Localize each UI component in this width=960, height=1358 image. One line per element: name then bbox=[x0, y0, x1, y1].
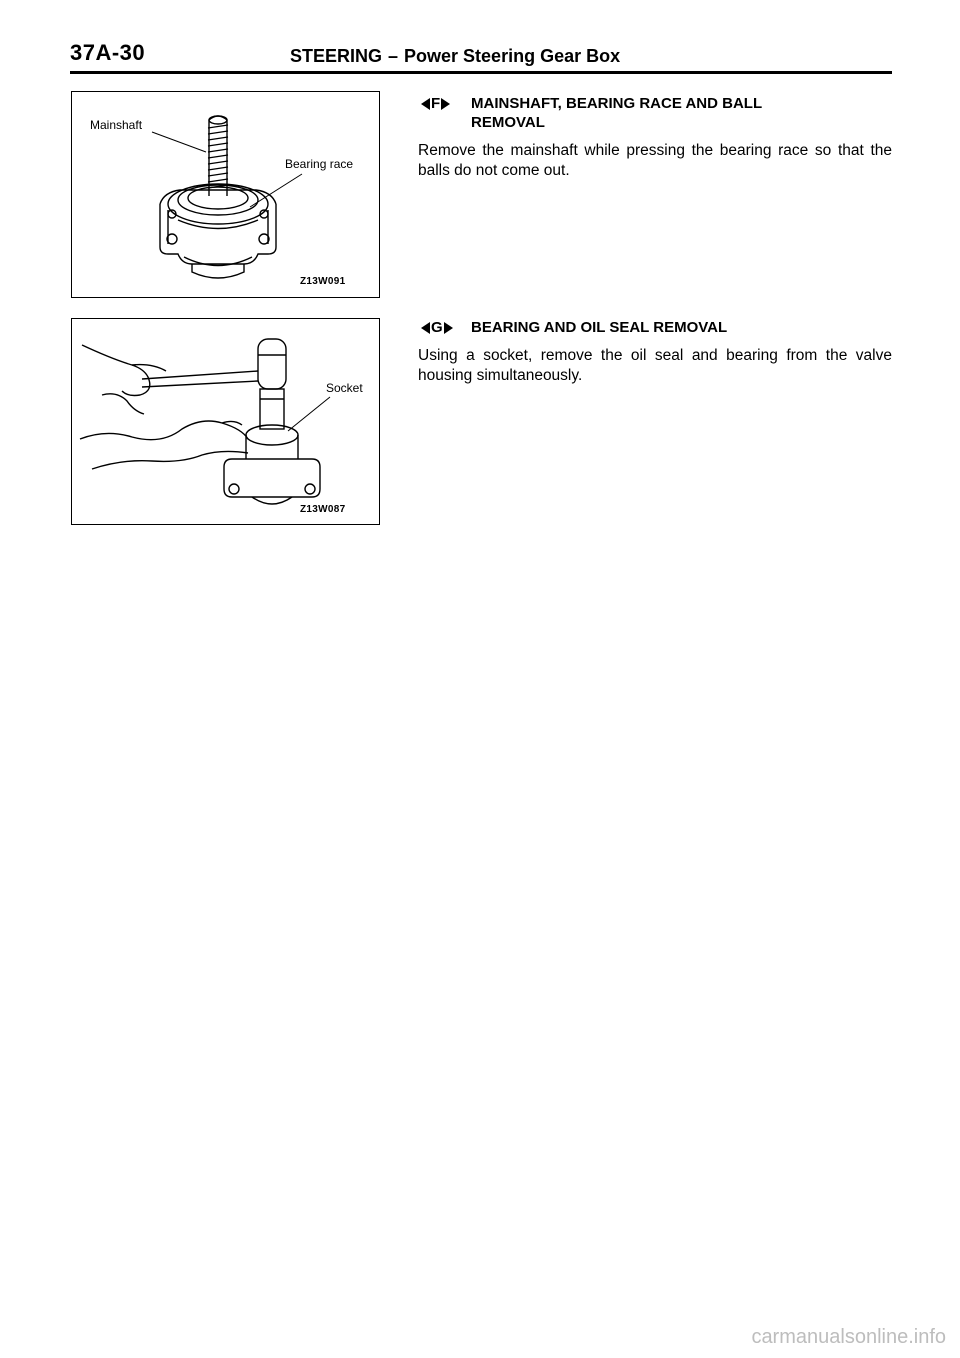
figure-mainshaft bbox=[71, 91, 380, 298]
heading-line-2: REMOVAL bbox=[471, 114, 545, 131]
section-title bbox=[290, 46, 620, 67]
page-number: 37A-30 bbox=[70, 40, 146, 65]
page-header bbox=[70, 40, 892, 72]
heading-line-1: MAINSHAFT, BEARING RACE AND BALL bbox=[471, 95, 763, 112]
reference-marker-icon: G bbox=[421, 318, 453, 337]
label-mainshaft: Mainshaft bbox=[90, 118, 143, 132]
section-body: Remove the mainshaft while pressing the bearing race so that the balls do not come out. bbox=[418, 142, 892, 179]
footer-watermark: carmanualsonline.info bbox=[751, 1326, 946, 1348]
heading-line-1: BEARING AND OIL SEAL REMOVAL bbox=[471, 319, 728, 336]
subsection-name: Power Steering Gear Box bbox=[404, 46, 621, 66]
section-heading bbox=[418, 318, 892, 337]
reference-marker-icon: F bbox=[421, 94, 450, 113]
figure-socket bbox=[71, 318, 380, 525]
header-rule bbox=[70, 71, 892, 74]
figure-code: Z13W091 bbox=[300, 276, 346, 287]
section-body: Using a socket, remove the oil seal and bearing from the valve housing simultaneously. bbox=[418, 347, 892, 384]
figure-code: Z13W087 bbox=[300, 504, 346, 515]
title-separator: – bbox=[388, 46, 399, 66]
section-name: STEERING bbox=[290, 46, 383, 66]
section-heading bbox=[418, 94, 892, 132]
label-bearing-race: Bearing race bbox=[285, 157, 354, 171]
section-mainshaft-removal bbox=[418, 94, 892, 181]
label-socket: Socket bbox=[326, 381, 363, 395]
socket-illustration bbox=[72, 319, 378, 523]
section-bearing-oil-seal-removal bbox=[418, 318, 892, 386]
